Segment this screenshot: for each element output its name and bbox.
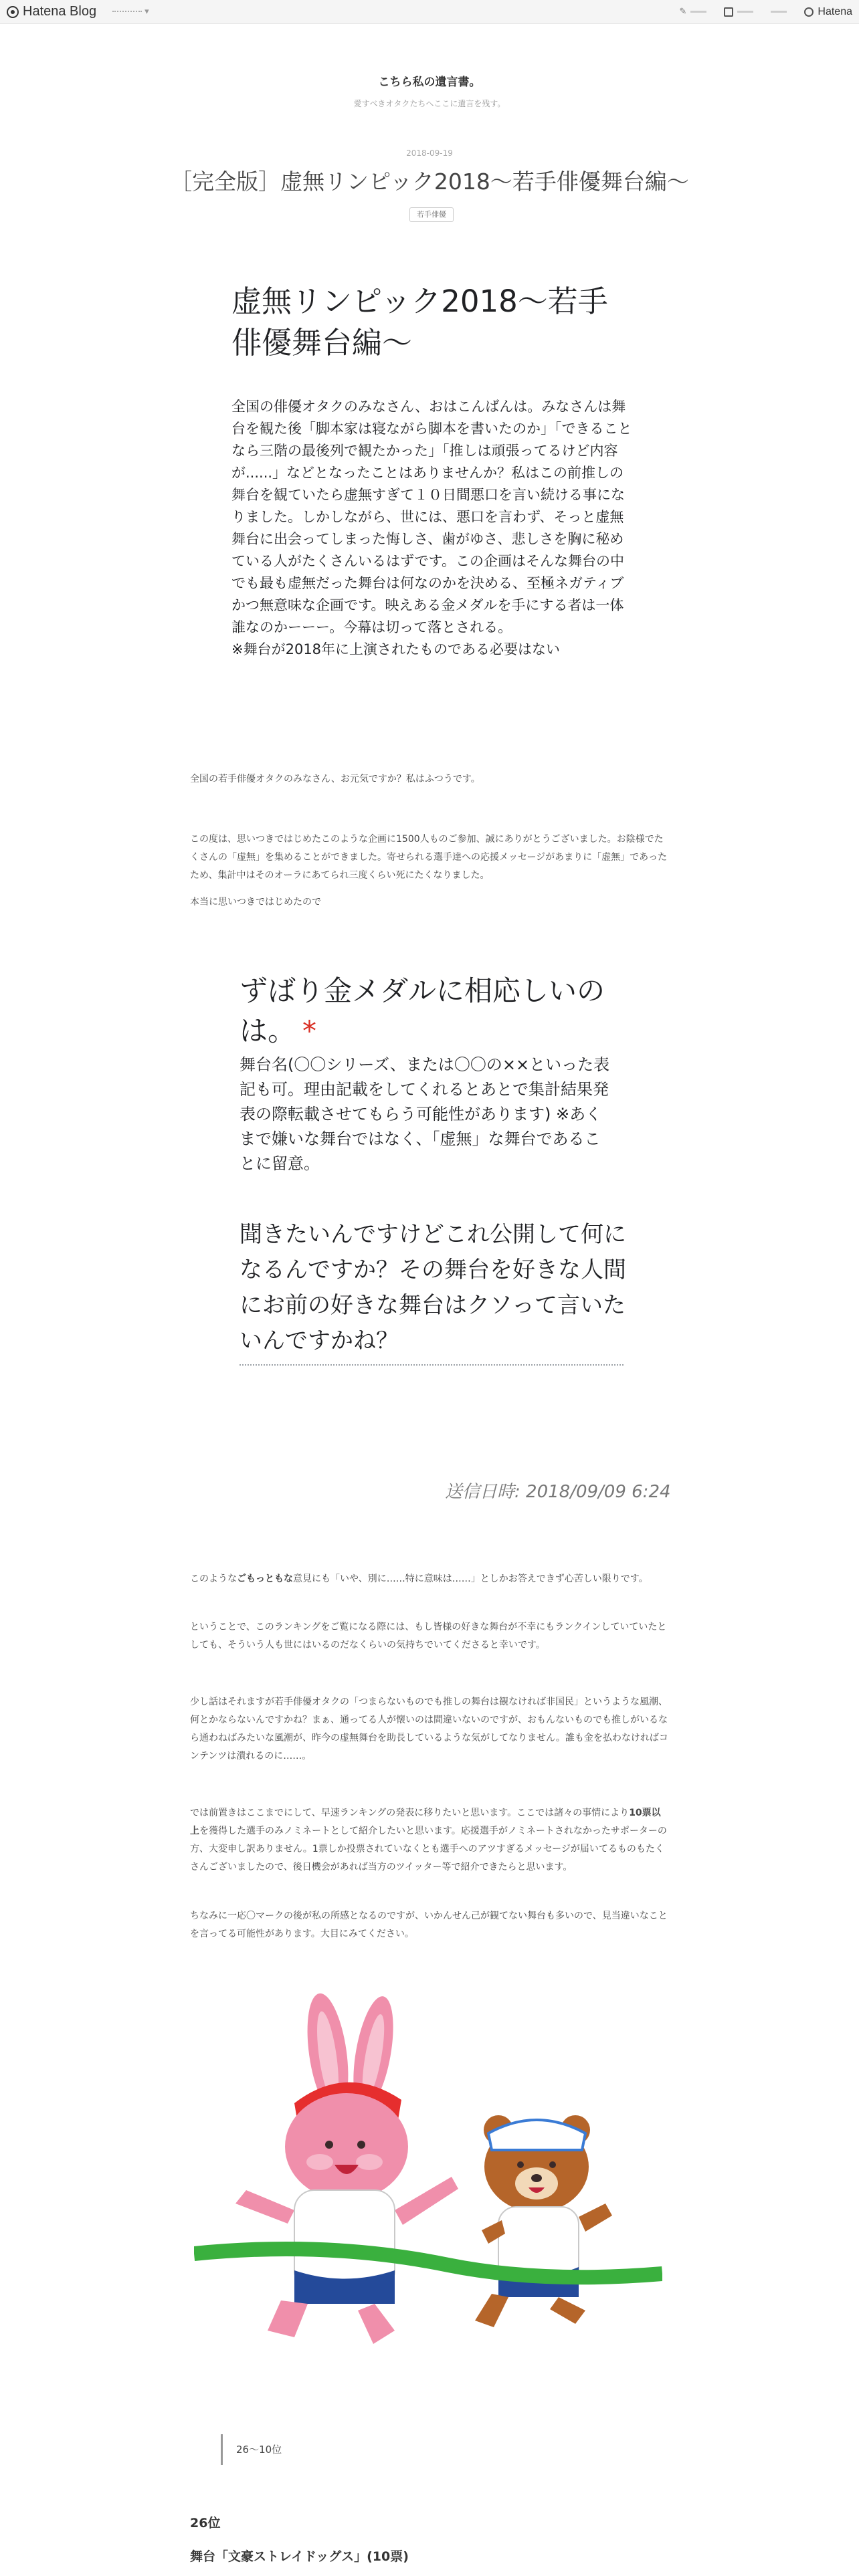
toc-item-26-10[interactable]: 26〜10位 — [221, 2434, 282, 2465]
global-header — [0, 0, 859, 24]
answer-underline — [240, 1364, 624, 1366]
sent-timestamp: 送信日時: 2018/09/09 6:24 — [445, 1482, 671, 1502]
logo-text: Hatena Blog — [23, 4, 97, 19]
rank-heading: 26位 — [190, 2516, 221, 2531]
paragraph-disclaimer: ちなみに一応〇マークの後が私の所感となるのですが、いかんせん己が観てない舞台も多いので、見当違いなことを言ってる可能性があります。大目にみてください。 — [190, 1911, 668, 1939]
paragraph-thanks: この度は、思いつきではじめたこのような企画に1500人ものご参加、誠にありがとうございました。お陰様でたくさんの「虚無」を集めることができました。寄せられる選手達への応援メッセージがあまりに「虚無」であったため、集計中はそのオーラにあてられ三度くらい死にたくなりました。 — [190, 834, 668, 881]
hatena-blog-logo-icon — [7, 6, 19, 18]
bear-runner — [475, 2115, 612, 2327]
blog-description: 愛すべきオタクたちへここに遺言を残す。 — [353, 99, 506, 108]
chevron-down-icon: ▾ — [145, 7, 149, 17]
post-title[interactable]: ［完全版］虚無リンピック2018〜若手俳優舞台編〜 — [170, 169, 689, 195]
dashboard-icon — [724, 7, 733, 17]
reader-button[interactable] — [771, 11, 787, 13]
hatena-label: Hatena — [818, 5, 852, 17]
header-right-tools — [680, 6, 853, 18]
menu-placeholder — [112, 11, 142, 13]
paragraph-note: ということで、このランキングをご覧になる際には、もし皆様の好きな舞台が不幸にもランクインしていていたとしても、そういう人も世にはいるのだなくらいの気持ちでいてくださると幸いです。 — [190, 1622, 667, 1650]
form-question-title: ずばり金メダルに相応しいのは。 * — [240, 974, 605, 1047]
post-date[interactable]: 2018-09-19 — [406, 148, 453, 158]
category-tag[interactable]: 若手俳優 — [409, 207, 454, 222]
paragraph-greeting: 全国の若手俳優オタクのみなさん、お元気ですか？私はふつうです。 — [190, 774, 480, 784]
paragraph-intro: 本当に思いつきではじめたので — [190, 897, 321, 907]
manage-button[interactable] — [724, 7, 753, 17]
paragraph-apology: このようなごもっともな意見にも「いや、別に……特に意味は……」としかお答えできず心苦しい限りです。 — [190, 1574, 648, 1584]
required-mark: * — [302, 1014, 317, 1047]
form-answer: 聞きたいんですけどこれ公開して何になるんですか？その舞台を好きな人間にお前の好きな舞台はクソって言いたいんですかね？ — [240, 1221, 626, 1354]
blog-title[interactable]: こちら私の遺言書。 — [378, 76, 481, 89]
form-question-help: 舞台名(〇〇シリーズ、または〇〇の××といった表記も可。理由記載をしてくれるとあとで集計結果発表の際転載させてもらう可能性があります) ※あくまで嫌いな舞台ではなく、「虚無」な舞台であることに留意。 — [240, 1055, 610, 1173]
rank-entry-title: 舞台「文豪ストレイドッグス」(10票) — [190, 2549, 409, 2564]
race-finish-illustration — [194, 1990, 662, 2351]
blog-menu[interactable] — [112, 7, 149, 17]
rabbit-runner — [235, 1991, 458, 2344]
hatena-blog-logo[interactable] — [7, 4, 96, 19]
user-icon — [804, 7, 814, 17]
finish-tape — [194, 2249, 662, 2277]
form-image-title: 虚無リンピック2018〜若手俳優舞台編〜 — [231, 284, 608, 360]
form-image-description: 全国の俳優オタクのみなさん、おはこんばんは。みなさんは舞台を観た後「脚本家は寝ながら脚本を書いたのか」「できることなら三階の最後列で観たかった」「推しは頑張ってるけど内容が......」などとなったことはありませんか？私はこの前推しの舞台を観ていたら虚無すぎて１０日間悪口を言い続ける事になりました。しかしながら、世には、悪口を言わず、そっと虚無舞台に出会ってしまった悔しさ、歯がゆさ、悲しさを胸に秘めている人がたくさんいるはずです。この企画はそんな舞台の中でも最も虚無だった舞台は何なのかを決める、至極ネガティブかつ無意味な企画です。映えある金メダルを手にする者は一体誰なのかーーー。今幕は切って落とされる。 ※舞台が2018年に上演されたものである必要はない — [231, 399, 632, 657]
pencil-icon: ✎ — [679, 7, 687, 17]
paragraph-opinion: 少し話はそれますが若手俳優オタクの「つまらないものでも推しの舞台は観なければ非国民」というような風潮、何とかならないんですかね？まぁ、通ってる人が懐いのは間違いないのですが、おもんないものでも推しがいるなら通わねばみたいな風潮が、昨今の虚無舞台を助長しているような気がしてなりません。誰も金を払わなければコンテンツは潰れるのに……。 — [190, 1697, 668, 1761]
write-post-button[interactable] — [680, 7, 707, 17]
paragraph-ranking-intro: では前置きはここまでにして、早速ランキングの発表に移りたいと思います。ここでは諸々の事情により10票以上を獲得した選手のみノミネートとして紹介したいと思います。応援選手がノミネートされなかったサポーターの方、大変申し訳ありません。1票しか投票されていなくとも選手へのアツすぎるメッセージが届いてるものもたくさんございましたので、後日機会があれば当方のツイッター等で紹介できたらと思います。 — [190, 1808, 667, 1872]
hatena-account-button[interactable] — [804, 6, 852, 18]
